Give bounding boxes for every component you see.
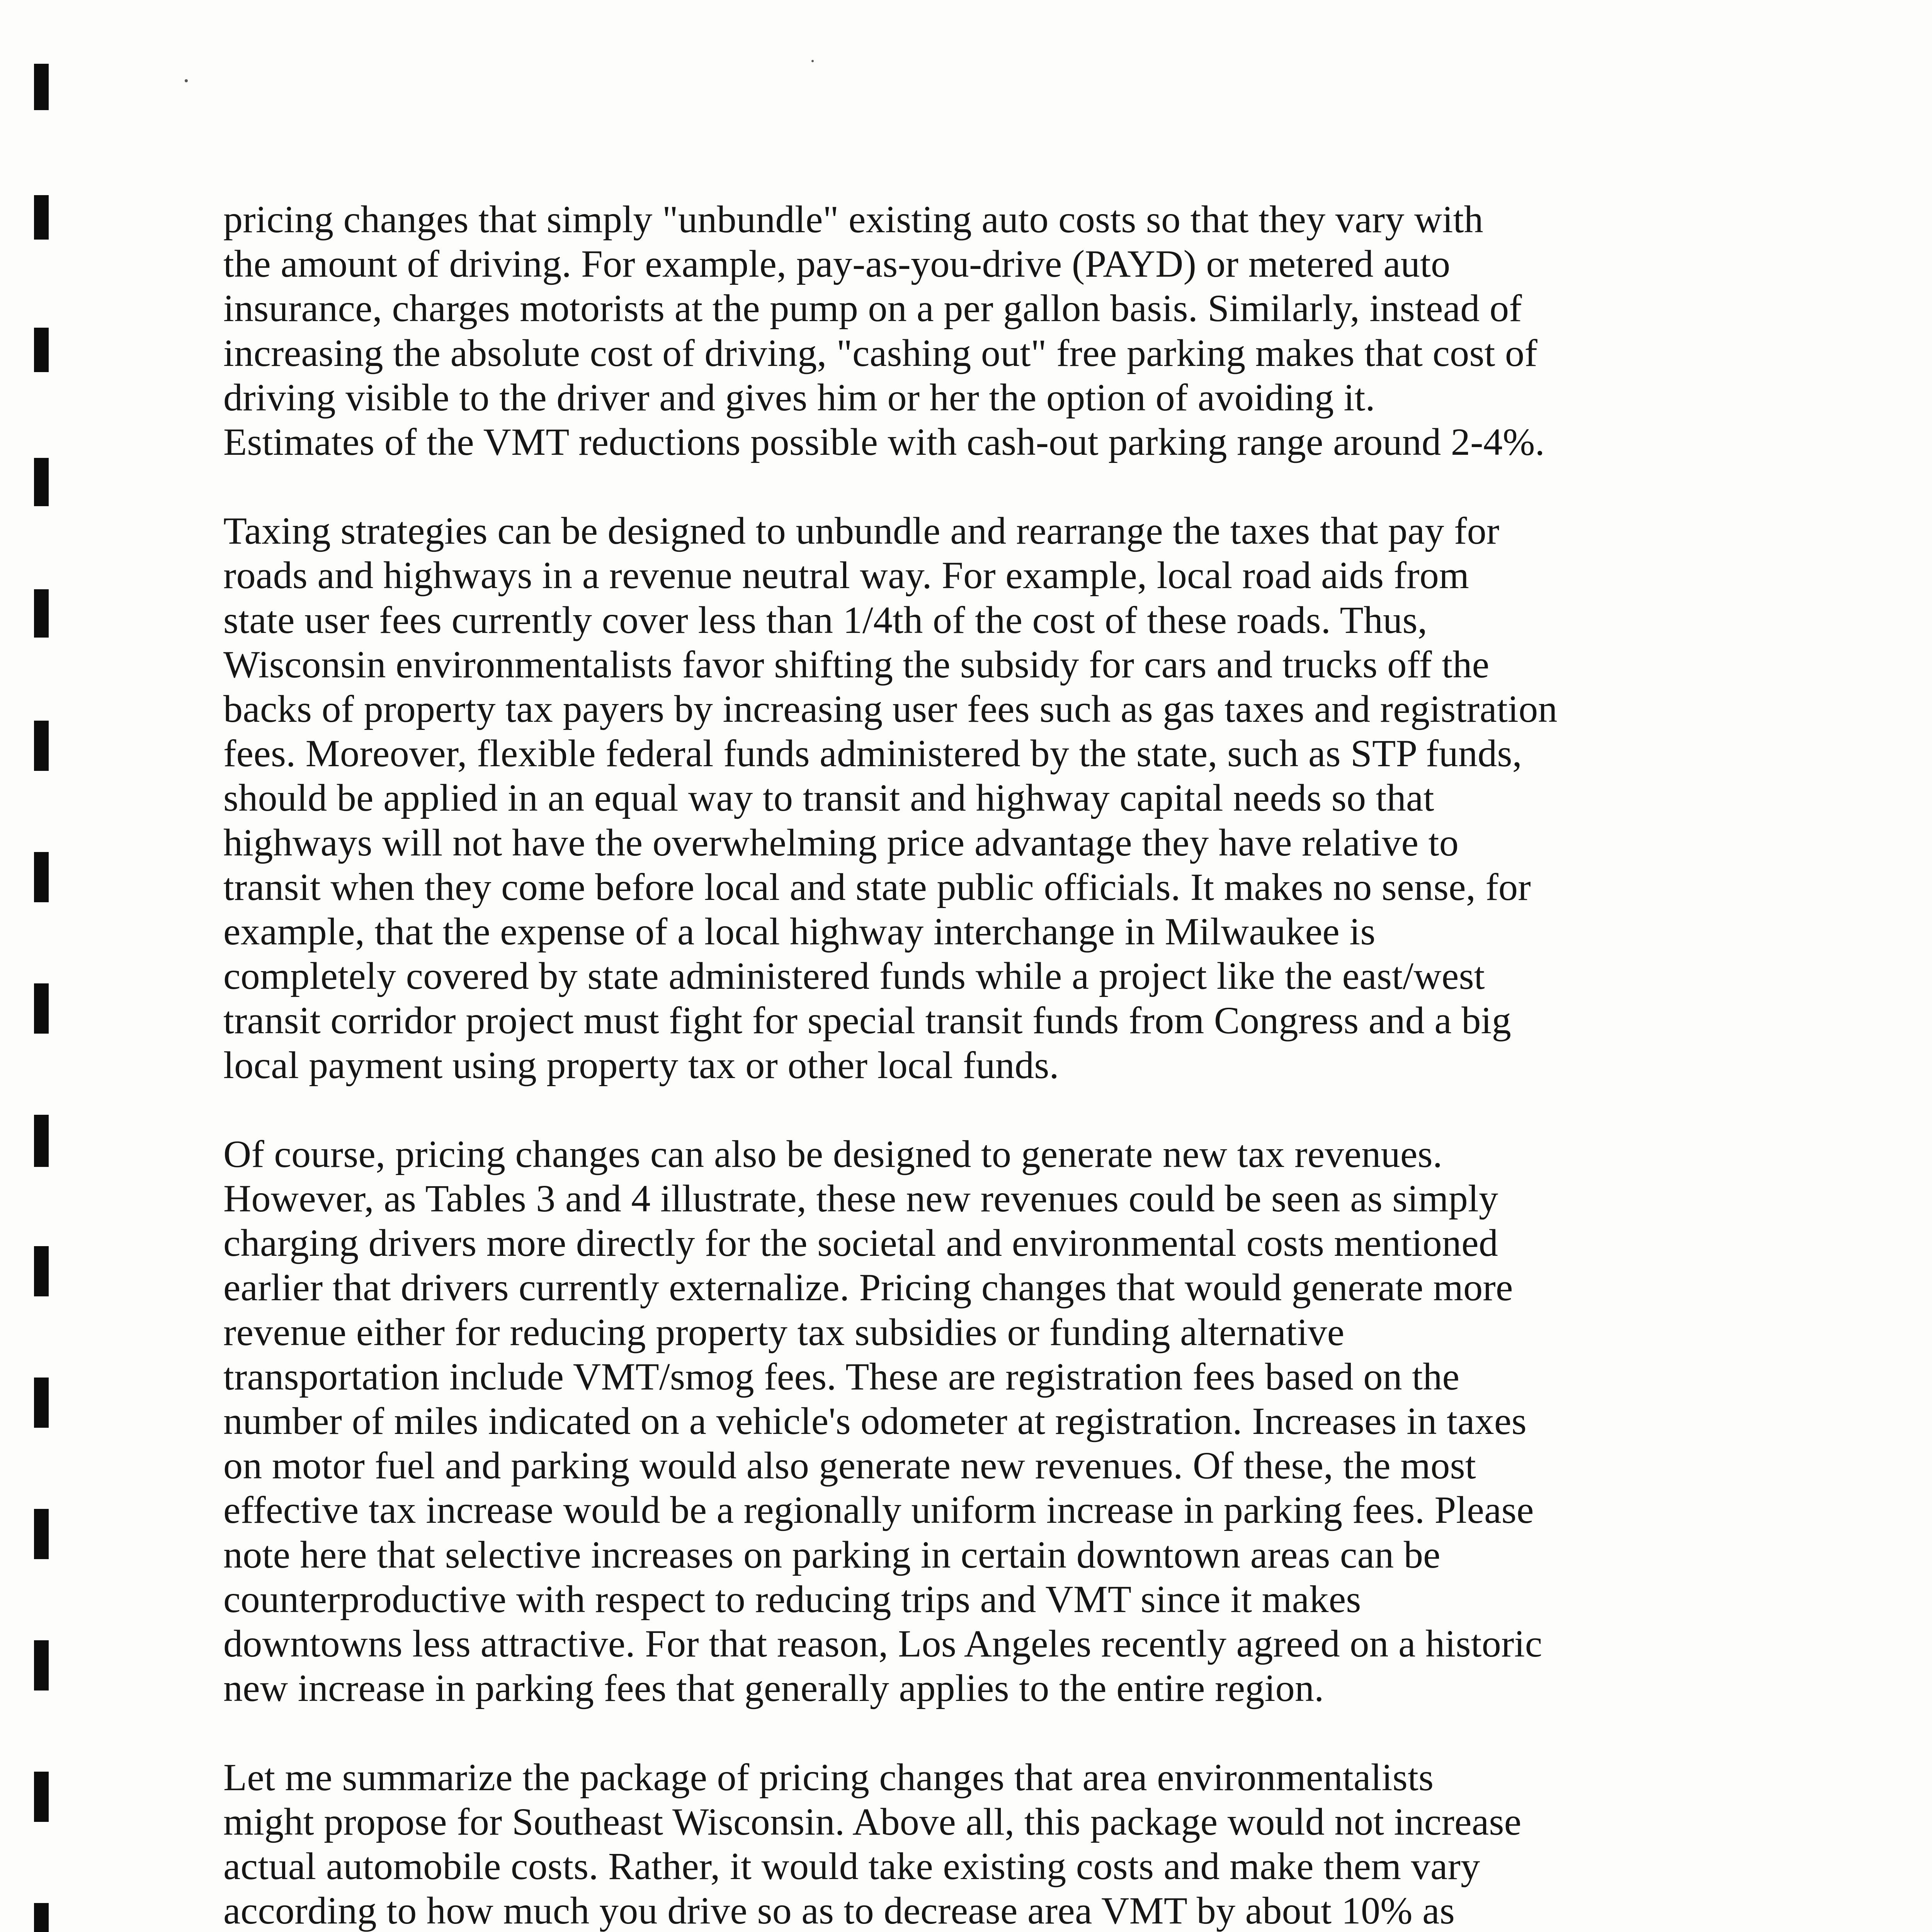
text-line: should be applied in an equal way to transit and highway capital needs so that — [223, 776, 1434, 820]
text-line: backs of property tax payers by increasing user fees such as gas taxes and registration — [223, 687, 1558, 731]
text-line: example, that the expense of a local highway interchange in Milwaukee is — [223, 910, 1376, 953]
text-line: might propose for Southeast Wisconsin. Above all, this package would not increase — [223, 1800, 1522, 1843]
text-line: insurance, charges motorists at the pump on a per gallon basis. Similarly, instead of — [223, 287, 1522, 330]
binder-mark — [34, 1246, 49, 1296]
text-line: fees. Moreover, flexible federal funds administered by the state, such as STP funds, — [223, 732, 1522, 775]
paragraph — [223, 509, 1777, 1087]
text-line: However, as Tables 3 and 4 illustrate, these new revenues could be seen as simply — [223, 1177, 1498, 1220]
text-line: transit corridor project must fight for special transit funds from Congress and a big — [223, 999, 1512, 1042]
binder-mark — [34, 983, 49, 1034]
text-line: effective tax increase would be a regionally uniform increase in parking fees. Please — [223, 1488, 1534, 1532]
text-line: local payment using property tax or other local funds. — [223, 1043, 1059, 1087]
text-line: state user fees currently cover less than 1/4th of the cost of these roads. Thus, — [223, 598, 1427, 641]
text-line: the amount of driving. For example, pay-as-you-drive (PAYD) or metered auto — [223, 242, 1451, 286]
binder-mark — [34, 328, 49, 372]
text-line: new increase in parking fees that generally applies to the entire region. — [223, 1667, 1324, 1710]
speck — [185, 79, 188, 82]
paragraph — [223, 197, 1777, 464]
text-line: roads and highways in a revenue neutral way. For example, local road aids from — [223, 554, 1469, 597]
binder-mark — [34, 589, 49, 638]
text-line: driving visible to the driver and gives him or her the option of avoiding it. — [223, 376, 1375, 419]
text-line: Of course, pricing changes can also be designed to generate new tax revenues. — [223, 1132, 1443, 1175]
text-line: according to how much you drive so as to decrease area VMT by about 10% as — [223, 1889, 1455, 1932]
text-line: highways will not have the overwhelming price advantage they have relative to — [223, 821, 1459, 864]
text-line: on motor fuel and parking would also generate new revenues. Of these, the most — [223, 1444, 1476, 1487]
text-line: Let me summarize the package of pricing changes that area environmentalists — [223, 1755, 1434, 1799]
binder-mark — [34, 1509, 49, 1559]
speck — [811, 60, 814, 62]
text-line: Estimates of the VMT reductions possible with cash-out parking range around 2-4%. — [223, 420, 1545, 464]
binder-mark — [34, 852, 49, 902]
text-line: actual automobile costs. Rather, it would take existing costs and make them vary — [223, 1844, 1480, 1888]
text-line: increasing the absolute cost of driving, "cashing out" free parking makes that cost of — [223, 331, 1537, 374]
body-text — [223, 197, 1777, 1932]
text-line: completely covered by state administered funds while a project like the east/west — [223, 954, 1485, 998]
text-line: earlier that drivers currently externalize. Pricing changes that would generate more — [223, 1266, 1513, 1309]
text-line: note here that selective increases on parking in certain downtown areas can be — [223, 1533, 1440, 1576]
text-line: revenue either for reducing property tax subsidies or funding alternative — [223, 1310, 1345, 1354]
binder-mark — [34, 1640, 49, 1690]
text-line: downtowns less attractive. For that reason, Los Angeles recently agreed on a historic — [223, 1622, 1543, 1665]
text-line: Taxing strategies can be designed to unbundle and rearrange the taxes that pay for — [223, 509, 1500, 553]
binder-mark — [34, 1115, 49, 1167]
text-line: charging drivers more directly for the societal and environmental costs mentioned — [223, 1221, 1498, 1265]
paragraph — [223, 1132, 1777, 1711]
binder-mark — [34, 1903, 49, 1932]
binder-mark — [34, 64, 49, 110]
binder-mark — [34, 1378, 49, 1428]
text-line: number of miles indicated on a vehicle's odometer at registration. Increases in taxes — [223, 1400, 1527, 1443]
text-line: pricing changes that simply "unbundle" existing auto costs so that they vary with — [223, 198, 1483, 241]
binder-mark — [34, 1772, 49, 1822]
text-line: transit when they come before local and state public officials. It makes no sense, for — [223, 865, 1531, 908]
binder-mark — [34, 195, 49, 240]
text-line: counterproductive with respect to reducing trips and VMT since it makes — [223, 1577, 1361, 1621]
text-line: Wisconsin environmentalists favor shifting the subsidy for cars and trucks off the — [223, 643, 1490, 686]
binder-mark — [34, 721, 49, 771]
paragraph — [223, 1755, 1777, 1932]
binder-mark — [34, 458, 49, 506]
text-line: transportation include VMT/smog fees. These are registration fees based on the — [223, 1355, 1460, 1398]
